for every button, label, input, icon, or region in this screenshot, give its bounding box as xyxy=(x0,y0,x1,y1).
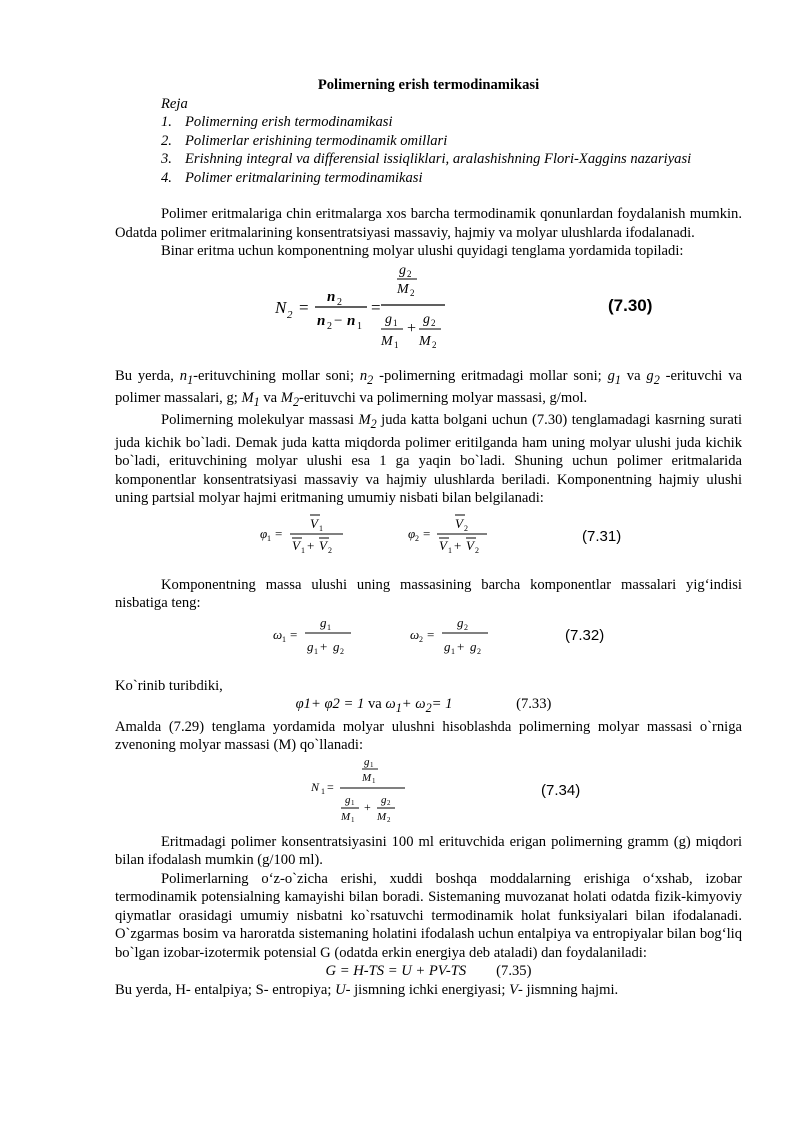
document-page xyxy=(115,76,742,999)
svg-text:g: g xyxy=(307,638,314,654)
svg-text:1: 1 xyxy=(357,320,362,332)
paragraph-practice: Amalda (7.29) tenglama yordamida molyar ulushni hisoblashda polimerning molyar massasi o`rniga zvenoning molyar massasi (M) qo`llanadi: xyxy=(115,718,742,754)
plan-item-text: Erishning integral va differensial issiqliklari, aralashishning Flori-Xaggins nazariyasi xyxy=(185,151,692,167)
svg-text:1: 1 xyxy=(451,646,455,656)
svg-text:+: + xyxy=(457,638,465,654)
svg-text:V: V xyxy=(319,537,327,553)
svg-text:V: V xyxy=(439,537,447,553)
page-title: Polimerning erish termodinamikasi xyxy=(317,77,540,93)
equation-number: (7.32) xyxy=(565,626,605,644)
svg-text:g: g xyxy=(364,755,370,768)
plan-item-text: Polimerning erish termodinamikasi xyxy=(185,114,393,130)
paragraph-dissolution: Polimerlarning o‘z-o`zicha erishi, xuddi boshqa moddalarning erishiga o‘xshab, izobar termodinamik potensialning kamayishi bilan boradi. Sistemaning muvozanat holati odatda fizik-kimyoviy qiymatlar orasidagi umumiy nisbatni ko`rsatuvchi termodinamik holat funksiyalari bilan ifodalanadi. O`zgarmas bosim va haroratda sistemaning holatini ifodalash uchun entalpiya va entropiyalar bilan bog‘liq bo`lgan izobar-izotermik potensial G (odatda erkin energiya deb ataladi) dan foydalaniladi: xyxy=(115,870,742,961)
svg-text:1: 1 xyxy=(351,815,355,823)
svg-text:=: = xyxy=(371,297,381,317)
svg-text:1: 1 xyxy=(372,776,376,785)
plan-heading: Reja xyxy=(161,95,188,112)
svg-text:V: V xyxy=(455,515,463,531)
paragraph-seen: Ko`rinib turibdiki, xyxy=(115,677,223,694)
plan-item-number: 4. xyxy=(161,169,172,186)
svg-text:g: g xyxy=(381,793,387,806)
svg-text:−: − xyxy=(334,312,343,329)
paragraph-intro: Polimer eritmalariga chin eritmalarga xos barcha termodinamik qonunlardan foydalanish mumkin. Odatda polimer eritmalarining konsentratsiyasi massaviy, hajmiy va molyar ulushlarda ifodalanadi. xyxy=(115,206,742,241)
svg-text:g: g xyxy=(444,638,451,654)
svg-text:2: 2 xyxy=(415,533,419,543)
svg-text:N: N xyxy=(311,779,320,794)
svg-text:1: 1 xyxy=(351,798,355,807)
svg-text:2: 2 xyxy=(464,622,468,632)
plan-item xyxy=(161,150,742,169)
equation-number: (7.31) xyxy=(582,527,622,545)
svg-text:1: 1 xyxy=(393,317,398,328)
svg-text:M: M xyxy=(362,771,372,784)
svg-text:φ: φ xyxy=(260,525,268,541)
paragraph-definitions: Bu yerda, H- entalpiya; S- entropiya; U- jismning ichki energiyasi; V- jismning hajmi. xyxy=(115,981,619,998)
equation-7-30 xyxy=(115,261,742,361)
plan-item-number: 3. xyxy=(161,151,172,167)
plan-list xyxy=(115,113,742,187)
svg-text:1: 1 xyxy=(321,786,325,796)
svg-text:2: 2 xyxy=(419,634,423,644)
svg-text:+: + xyxy=(407,319,417,337)
svg-text:V: V xyxy=(292,537,300,553)
equation-number: (7.35) xyxy=(496,963,532,980)
svg-text:n: n xyxy=(317,312,326,329)
paragraph-molecular-mass: Polimerning molekulyar massasi $M_2$ juda katta bolgani uchun (7.30) tenglamadagi kasrning surati juda kichik bo`ladi. Demak juda katta miqdorda polimer eritilganda ham uning molyar ulushi juda kichik bo`ladi, erituvchining molyar ulushi esa 1 ga yaqin bo`ladi. Shuning uchun polimer eritmalarida komponentlar konsentratsiyasi massaviy va hajmiy ulushlarda beriladi. Komponentning hajmiy ulushi uning partsial molyar hajmi eritmaning umumiy nisbati bilan belgilanadi: xyxy=(115,412,742,507)
svg-text:1: 1 xyxy=(319,523,323,533)
svg-text:=: = xyxy=(290,626,298,642)
svg-text:2: 2 xyxy=(410,287,415,298)
svg-text:1: 1 xyxy=(314,646,318,656)
svg-text:2: 2 xyxy=(328,545,332,555)
plan-item-number: 1. xyxy=(161,114,172,130)
svg-text:V: V xyxy=(466,537,474,553)
svg-text:2: 2 xyxy=(287,308,293,321)
svg-text:2: 2 xyxy=(407,268,412,279)
svg-text:1: 1 xyxy=(267,533,271,543)
equation-7-33: φ1+ φ2 = 1 va $\omega_1+ \omega_2= 1$ (7.33) xyxy=(295,696,552,716)
svg-text:ω: ω xyxy=(273,626,283,642)
svg-text:n: n xyxy=(347,312,356,329)
svg-text:M: M xyxy=(397,281,409,297)
svg-text:1: 1 xyxy=(448,545,452,555)
svg-text:1: 1 xyxy=(394,339,399,350)
svg-text:1: 1 xyxy=(327,622,331,632)
svg-text:1: 1 xyxy=(282,634,286,644)
svg-text:2: 2 xyxy=(475,545,479,555)
equation-number: (7.33) xyxy=(516,696,552,713)
equation-7-34 xyxy=(115,755,742,823)
svg-text:+: + xyxy=(454,537,462,553)
plan-item xyxy=(161,113,742,132)
svg-text:g: g xyxy=(320,614,327,630)
svg-text:g: g xyxy=(333,638,340,654)
equation-number: (7.30) xyxy=(608,295,653,315)
svg-text:+: + xyxy=(364,799,371,814)
equation-number: (7.34) xyxy=(541,781,581,799)
equation-7-32 xyxy=(115,613,742,663)
equation-7-31 xyxy=(115,508,742,558)
svg-text:M: M xyxy=(419,333,431,349)
svg-text:V: V xyxy=(310,515,318,531)
svg-text:g: g xyxy=(470,638,477,654)
equation-7-35: G = H-TS = U + PV-TS (7.35) xyxy=(325,963,532,980)
svg-text:g: g xyxy=(423,311,430,327)
svg-text:g: g xyxy=(345,793,351,806)
svg-text:+: + xyxy=(320,638,328,654)
svg-text:=: = xyxy=(423,525,431,541)
svg-text:g: g xyxy=(385,311,392,327)
svg-text:=: = xyxy=(299,297,309,317)
paragraph-variables: Bu yerda, $n_1$-erituvchining mollar soni; $n_2$ -polimerning eritmadagi mollar soni; $g_1$ va $g_2$ -erituvchi va polimer massalari, g; $M_1$ va $M_2$-erituvchi va polimerning molyar massasi, g/mol. xyxy=(115,367,742,409)
svg-text:φ: φ xyxy=(408,525,416,541)
svg-text:2: 2 xyxy=(340,646,344,656)
svg-text:N: N xyxy=(275,297,287,317)
svg-text:2: 2 xyxy=(432,339,437,350)
svg-text:2: 2 xyxy=(387,815,391,823)
svg-text:2: 2 xyxy=(387,798,391,807)
svg-text:1: 1 xyxy=(370,760,374,769)
svg-text:M: M xyxy=(341,810,351,823)
svg-text:g: g xyxy=(457,614,464,630)
svg-text:=: = xyxy=(427,626,435,642)
svg-text:=: = xyxy=(327,779,334,794)
paragraph-concentration: Eritmadagi polimer konsentratsiyasini 100 ml erituvchida erigan polimerning gramm (g) miqdori bilan ifodalash mumkin (g/100 ml). xyxy=(115,833,742,869)
svg-text:n: n xyxy=(327,288,336,305)
svg-text:1: 1 xyxy=(301,545,305,555)
plan-item xyxy=(161,132,742,151)
svg-text:M: M xyxy=(377,810,387,823)
svg-text:ω: ω xyxy=(410,626,420,642)
plan-item xyxy=(161,169,742,188)
plan-item-text: Polimerlar erishining termodinamik omillari xyxy=(185,132,448,149)
paragraph-binar: Binar eritma uchun komponentning molyar ulushi quyidagi tenglama yordamida topiladi: xyxy=(161,243,684,259)
svg-text:M: M xyxy=(381,333,393,349)
svg-text:2: 2 xyxy=(477,646,481,656)
svg-text:2: 2 xyxy=(431,317,436,328)
svg-text:g: g xyxy=(399,262,406,278)
plan-item-number: 2. xyxy=(161,132,172,149)
svg-text:2: 2 xyxy=(464,523,468,533)
svg-text:+: + xyxy=(307,537,315,553)
plan-item-text: Polimer eritmalarining termodinamikasi xyxy=(185,169,423,186)
svg-text:=: = xyxy=(275,525,283,541)
svg-text:2: 2 xyxy=(327,320,332,332)
svg-text:2: 2 xyxy=(337,296,342,308)
paragraph-mass-fraction: Komponentning massa ulushi uning massasining barcha komponentlar massalari yig‘indisi nisbatiga teng: xyxy=(115,576,742,612)
